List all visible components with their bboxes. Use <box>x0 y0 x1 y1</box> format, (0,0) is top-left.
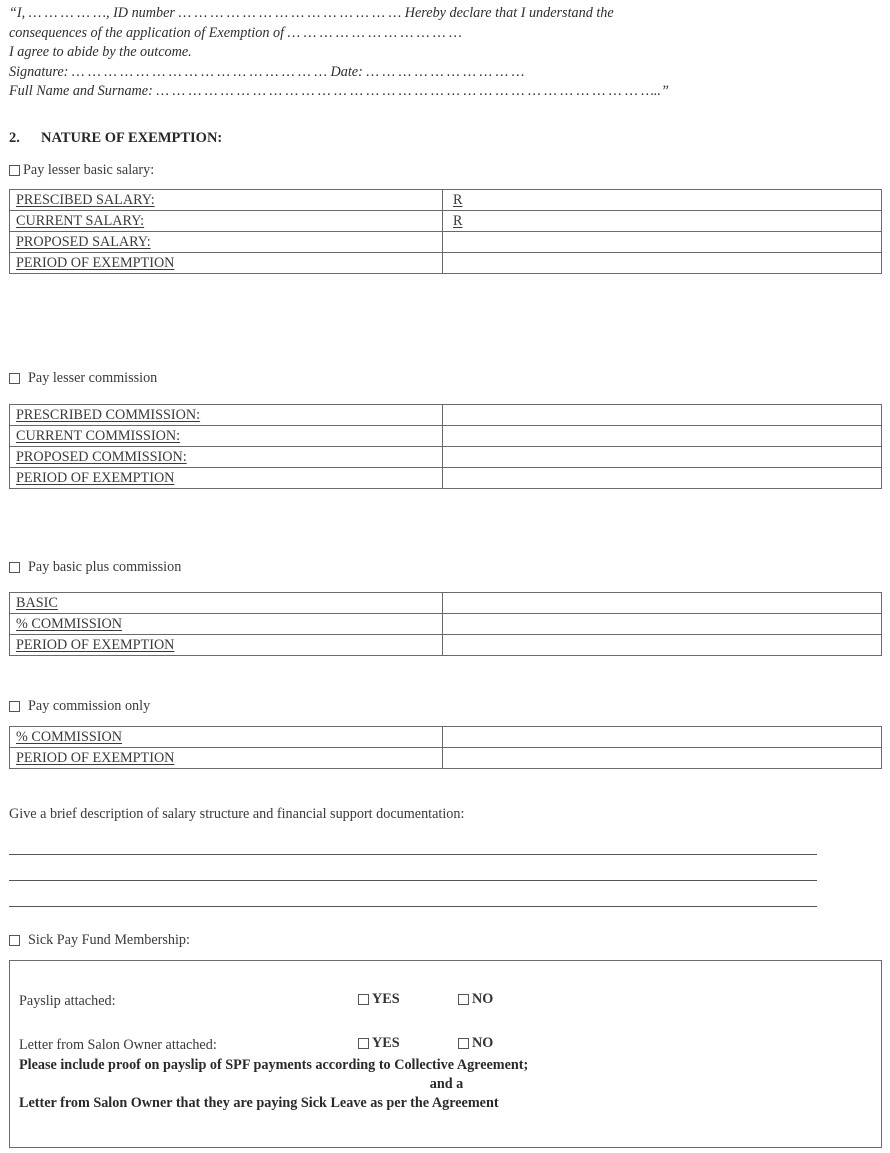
table-label-cell: PRESCIBED SALARY: <box>10 190 443 211</box>
section-heading <box>9 130 222 147</box>
payslip-no-option[interactable] <box>458 991 493 1008</box>
lesser-salary-table <box>9 189 882 274</box>
table-row <box>10 232 882 253</box>
table-value-cell[interactable]: R <box>443 211 882 232</box>
description-line-2[interactable] <box>9 880 817 881</box>
lesser-salary-option <box>9 162 154 179</box>
table-value-cell[interactable]: R <box>443 190 882 211</box>
section-title: NATURE OF EXEMPTION: <box>41 130 223 146</box>
table-row <box>10 614 882 635</box>
payslip-yes-label: YES <box>372 991 400 1007</box>
payslip-yes-checkbox[interactable] <box>358 994 369 1005</box>
letter-attached-label: Letter from Salon Owner attached: <box>19 1037 217 1053</box>
lesser-salary-label: Pay lesser basic salary: <box>23 162 155 178</box>
declaration-line-3: I agree to abide by the outcome. <box>9 44 192 60</box>
table-value-cell[interactable] <box>443 727 882 748</box>
table-label-cell: % COMMISSION <box>10 614 443 635</box>
commission-only-label: Pay commission only <box>28 698 151 714</box>
declaration-line-4: Signature: … … … … … … … … … … … … … … … … Date: … … … … … … … … … … <box>9 63 525 80</box>
table-row <box>10 593 882 614</box>
table-value-cell[interactable] <box>443 593 882 614</box>
letter-yes-checkbox[interactable] <box>358 1038 369 1049</box>
table-row <box>10 253 882 274</box>
table-label-cell: BASIC <box>10 593 443 614</box>
letter-no-checkbox[interactable] <box>458 1038 469 1049</box>
table-row <box>10 635 882 656</box>
payslip-yes-option[interactable] <box>358 991 400 1008</box>
letter-yes-label: YES <box>372 1035 400 1051</box>
sick-pay-details-box <box>9 960 882 1148</box>
lesser-commission-label: Pay lesser commission <box>28 370 158 386</box>
basic-plus-commission-table <box>9 592 882 656</box>
sick-pay-note-3: Letter from Salon Owner that they are paying Sick Leave as per the Agreement <box>19 1095 499 1111</box>
description-line-1[interactable] <box>9 854 817 855</box>
basic-plus-commission-option <box>9 559 181 576</box>
basic-plus-commission-checkbox[interactable] <box>9 562 20 573</box>
table-row <box>10 468 882 489</box>
table-label-cell: CURRENT COMMISSION: <box>10 426 443 447</box>
table-row <box>10 748 882 769</box>
table-value-cell[interactable] <box>443 468 882 489</box>
table-row <box>10 727 882 748</box>
table-row <box>10 426 882 447</box>
table-label-cell: PROPOSED COMMISSION: <box>10 447 443 468</box>
declaration-line-1: “I, … … … … …, ID number … … … … … … … … … … … … … … Hereby declare that I understand the <box>9 5 614 21</box>
description-prompt: Give a brief description of salary structure and financial support documentation: <box>9 806 465 822</box>
table-value-cell[interactable] <box>443 405 882 426</box>
table-value-cell[interactable] <box>443 253 882 274</box>
table-label-cell: % COMMISSION <box>10 727 443 748</box>
table-label-cell: PRESCRIBED COMMISSION: <box>10 405 443 426</box>
sick-pay-checkbox[interactable] <box>9 935 20 946</box>
sick-pay-note-2: and a <box>429 1076 464 1092</box>
table-label-cell: PERIOD OF EXEMPTION <box>10 253 443 274</box>
declaration-block <box>9 4 669 102</box>
table-value-cell[interactable] <box>443 232 882 253</box>
declaration-line-5: Full Name and Surname: … … … … … … … … … … … … … … … … … … … … … … … … … … … … … … …..” <box>9 83 669 99</box>
letter-no-option[interactable] <box>458 1035 493 1052</box>
lesser-commission-option <box>9 370 157 387</box>
commission-only-option <box>9 698 150 715</box>
table-label-cell: PROPOSED SALARY: <box>10 232 443 253</box>
table-label-cell: CURRENT SALARY: <box>10 211 443 232</box>
table-value-cell[interactable] <box>443 447 882 468</box>
basic-plus-commission-label: Pay basic plus commission <box>28 559 182 575</box>
letter-no-label: NO <box>472 1035 494 1051</box>
table-value-cell[interactable] <box>443 748 882 769</box>
payslip-attached-label: Payslip attached: <box>19 993 116 1009</box>
sick-pay-label: Sick Pay Fund Membership: <box>28 932 190 948</box>
payslip-no-label: NO <box>472 991 494 1007</box>
section-number: 2. <box>9 130 20 146</box>
table-label-cell: PERIOD OF EXEMPTION <box>10 468 443 489</box>
payslip-no-checkbox[interactable] <box>458 994 469 1005</box>
lesser-commission-table <box>9 404 882 489</box>
description-line-3[interactable] <box>9 906 817 907</box>
commission-only-table <box>9 726 882 769</box>
table-row <box>10 190 882 211</box>
sick-pay-option <box>9 932 190 949</box>
lesser-commission-checkbox[interactable] <box>9 373 20 384</box>
table-row <box>10 211 882 232</box>
table-value-cell[interactable] <box>443 614 882 635</box>
table-value-cell[interactable] <box>443 426 882 447</box>
sick-pay-note-1: Please include proof on payslip of SPF payments according to Collective Agreement; <box>19 1057 529 1073</box>
lesser-salary-checkbox[interactable] <box>9 165 20 176</box>
table-row <box>10 405 882 426</box>
commission-only-checkbox[interactable] <box>9 701 20 712</box>
table-label-cell: PERIOD OF EXEMPTION <box>10 635 443 656</box>
table-label-cell: PERIOD OF EXEMPTION <box>10 748 443 769</box>
table-row <box>10 447 882 468</box>
declaration-line-2: consequences of the application of Exemption of … … … … … … … … … … … <box>9 24 462 41</box>
table-value-cell[interactable] <box>443 635 882 656</box>
letter-yes-option[interactable] <box>358 1035 400 1052</box>
